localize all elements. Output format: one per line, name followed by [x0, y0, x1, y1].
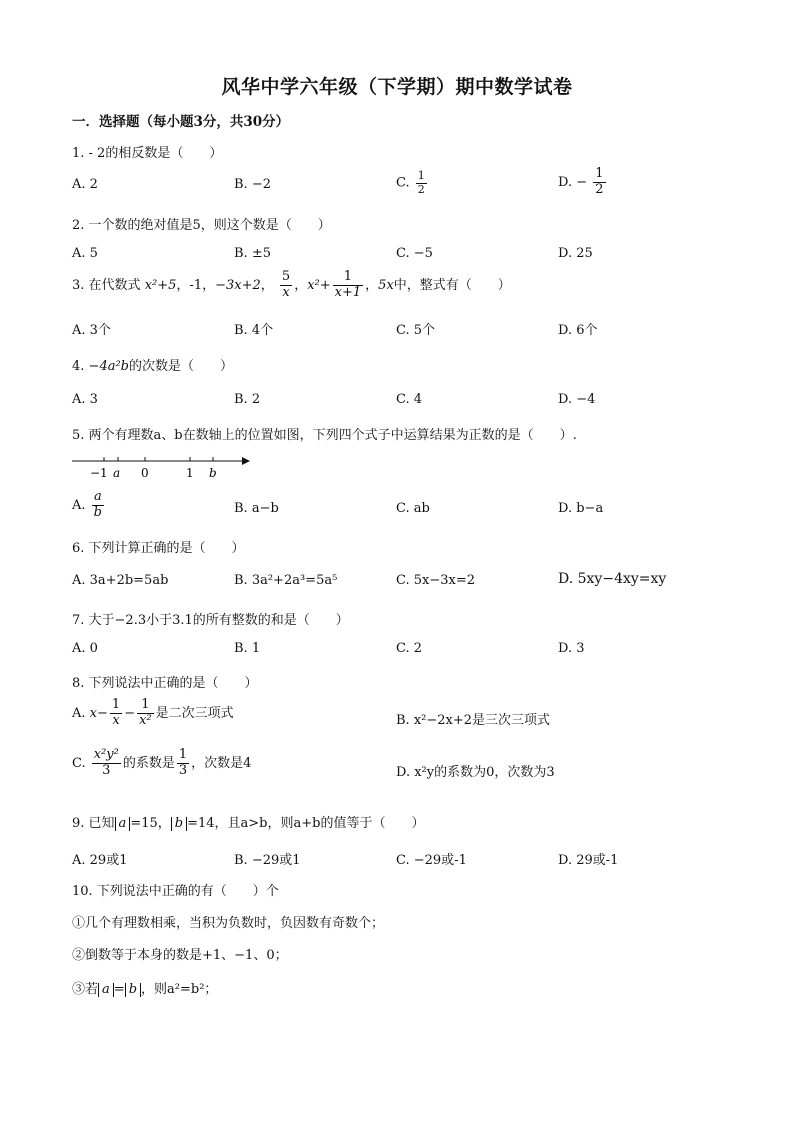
- q7-option-c: C. 2: [396, 641, 423, 656]
- q9-stem-pre: 9. 已知: [72, 816, 115, 831]
- q1-d-prefix: D. −: [558, 174, 588, 190]
- question-5-stem: 5. 两个有理数a、b在数轴上的位置如图，下列四个式子中运算结果为正数的是（ ）.: [72, 428, 577, 443]
- q3-expr-3: −3x+2: [215, 277, 261, 293]
- q10-statement-3: [72, 978, 217, 997]
- q3-option-a: A. 3个: [72, 323, 111, 338]
- q8-a-den1: x: [112, 712, 120, 728]
- q5-a-den: b: [93, 504, 102, 520]
- question-6-stem: 6. 下列计算正确的是（ ）: [72, 541, 245, 556]
- q9-option-d: D. 29或-1: [558, 853, 619, 868]
- q8-option-b: B. x²−2x+2是三次三项式: [396, 713, 551, 728]
- q8-a-prefix: A.: [72, 705, 86, 721]
- q8-c-den2: 3: [178, 762, 188, 778]
- q3-frac1-den: x: [282, 284, 290, 300]
- question-2-stem: 2. 一个数的绝对值是5，则这个数是（ ）: [72, 218, 331, 233]
- q9-abs-b: b: [174, 816, 184, 831]
- q1-option-d: [558, 167, 608, 198]
- q3-frac2-den: x+1: [334, 284, 362, 300]
- q8-option-a: [72, 698, 234, 729]
- q10-s3-eq: =: [113, 982, 125, 997]
- q3-expr-1: x²+5: [144, 277, 177, 293]
- q4-option-a: A. 3: [72, 392, 98, 407]
- q8-option-d: D. x²y的系数为0，次数为3: [396, 765, 555, 780]
- q8-a-num1: 1: [111, 697, 121, 712]
- q5-option-b: B. a−b: [234, 501, 279, 516]
- q8-a-x: x−: [89, 705, 108, 721]
- q10-s3-post: ，则a²=b²；: [141, 982, 218, 997]
- q1-c-num: 1: [417, 169, 425, 182]
- q4-stem-pre: 4.: [72, 359, 89, 374]
- q1-option-c: [396, 170, 429, 196]
- q10-statement-2: ②倒数等于本身的数是+1、−1、0；: [72, 948, 288, 963]
- q3-expr-5: 5x: [378, 277, 394, 293]
- q1-d-num: 1: [595, 166, 604, 181]
- section-heading: 一．选择题（每小题3分，共30分）: [72, 114, 290, 130]
- q3-stem-post: 中，整式有（ ）: [393, 277, 511, 293]
- number-line: [70, 450, 260, 480]
- q3-expr-2: -1: [189, 277, 203, 293]
- q4-option-c: C. 4: [396, 392, 423, 407]
- q1-c-prefix: C.: [396, 175, 410, 191]
- q10-s3-pre: ③若: [72, 982, 99, 997]
- question-10-stem: 10. 下列说法中正确的有（ ）个: [72, 884, 279, 899]
- q3-option-d: D. 6个: [558, 323, 598, 338]
- q5-a-num: a: [93, 489, 102, 504]
- q6-option-c: C. 5x−3x=2: [396, 573, 476, 588]
- axis-label-0: 0: [141, 466, 149, 480]
- question-1-stem: 1. - 2的相反数是（ ）: [72, 146, 223, 161]
- q6-option-a: A. 3a+2b=5ab: [72, 573, 169, 588]
- q9-mid1: =15，: [130, 816, 171, 831]
- q8-a-mid: −: [124, 705, 136, 721]
- page-title: 风华中学六年级（下学期）期中数学试卷: [221, 76, 573, 98]
- q5-option-a: [72, 490, 106, 521]
- question-9-stem: [72, 812, 424, 831]
- q2-option-b: B. ±5: [234, 246, 271, 261]
- q10-s3-abs-a: a: [102, 982, 110, 997]
- q9-option-b: B. −29或1: [234, 853, 301, 868]
- q9-abs-a: a: [118, 816, 127, 831]
- axis-label-neg1: −1: [90, 466, 108, 480]
- q1-option-a: A. 2: [72, 177, 98, 192]
- q3-frac1-num: 5: [281, 269, 291, 284]
- q3-expr-4: x²+: [307, 277, 331, 293]
- q10-s3-abs-b: b: [128, 982, 138, 997]
- axis-label-1: 1: [186, 466, 194, 480]
- q3-option-b: B. 4个: [234, 323, 274, 338]
- q2-option-d: D. 25: [558, 246, 593, 261]
- q3-frac2-num: 1: [333, 270, 364, 286]
- q8-c-prefix: C.: [72, 755, 86, 771]
- q2-option-a: A. 5: [72, 246, 98, 261]
- q7-option-d: D. 3: [558, 641, 585, 656]
- q8-c-den: 3: [102, 762, 111, 778]
- q8-option-c: [72, 748, 251, 779]
- q3-stem-pre: 3. 在代数式: [72, 277, 141, 293]
- q8-c-num: x²y²: [93, 747, 119, 762]
- axis-label-b: b: [209, 466, 217, 480]
- q4-option-b: B. 2: [234, 392, 261, 407]
- q8-c-mid: 的系数是: [122, 755, 175, 771]
- q1-d-den: 2: [595, 181, 604, 197]
- q10-statement-1: ①几个有理数相乘，当积为负数时，负因数有奇数个；: [72, 916, 385, 931]
- q9-option-c: C. −29或-1: [396, 853, 467, 868]
- q8-a-num2: 1: [137, 698, 154, 714]
- q9-mid2: =14，且a>b，则a+b的值等于（ ）: [187, 816, 425, 831]
- q9-option-a: A. 29或1: [72, 853, 128, 868]
- q1-option-b: B. −2: [234, 177, 271, 192]
- question-4-stem: [72, 355, 233, 374]
- q1-c-den: 2: [417, 182, 425, 196]
- q4-stem-post: 的次数是（ ）: [129, 359, 234, 374]
- q5-a-prefix: A.: [72, 497, 86, 513]
- question-7-stem: 7. 大于−2.3小于3.1的所有整数的和是（ ）: [72, 613, 349, 628]
- question-3-stem: 3. 在代数式 x²+5，-1，−3x+2， $\frac{5}{x}$ ，x²+ $\frac{1}{x+1}$ ，5x中，整式有（ ）: [72, 269, 511, 300]
- q7-option-a: A. 0: [72, 641, 98, 656]
- q3-option-c: C. 5个: [396, 323, 436, 338]
- q4-option-d: D. −4: [558, 392, 596, 407]
- q2-option-c: C. −5: [396, 246, 433, 261]
- axis-label-a: a: [113, 466, 121, 480]
- question-8-stem: 8. 下列说法中正确的是（ ）: [72, 676, 258, 691]
- q8-c-num2: 1: [178, 747, 188, 762]
- q5-option-d: D. b−a: [558, 501, 604, 516]
- q4-expr: −4a²b: [88, 359, 129, 374]
- q8-c-post: ，次数是4: [191, 755, 252, 771]
- q5-option-c: C. ab: [396, 501, 430, 516]
- q8-a-den2: x²: [139, 712, 152, 728]
- q6-option-b: B. 3a²+2a³=5a⁵: [234, 573, 338, 588]
- q8-a-post: 是二次三项式: [155, 705, 234, 721]
- q6-option-d: D. 5xy−4xy=xy: [558, 571, 667, 587]
- q7-option-b: B. 1: [234, 641, 261, 656]
